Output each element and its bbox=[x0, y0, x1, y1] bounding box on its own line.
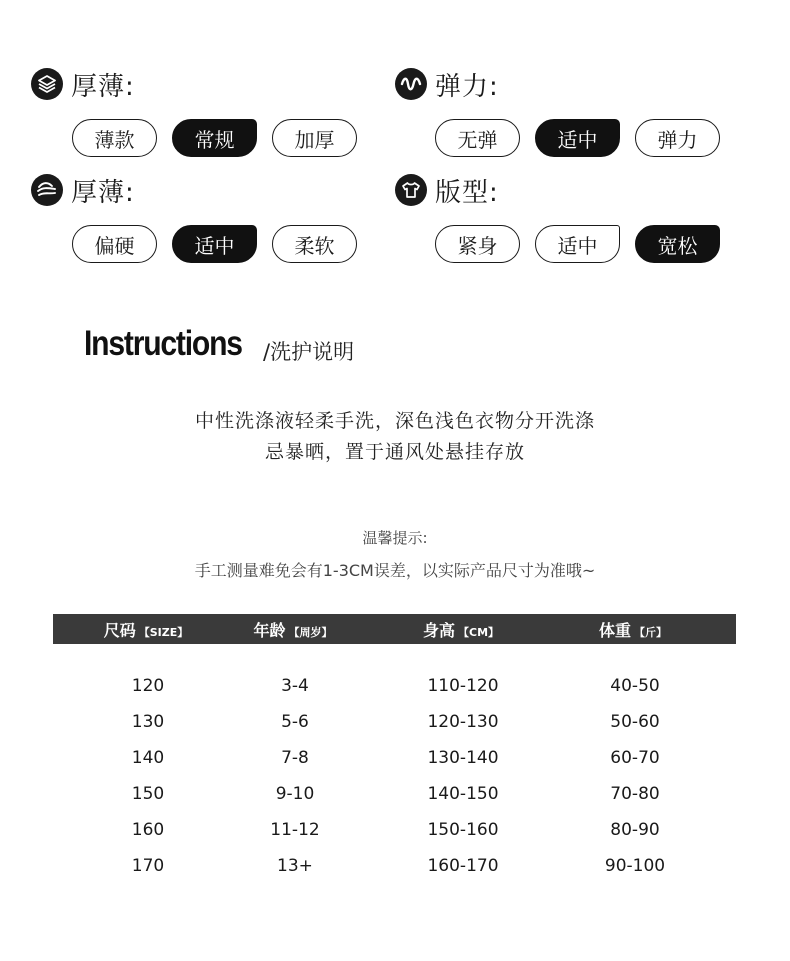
option-thin[interactable]: 薄款 bbox=[72, 119, 157, 157]
cell-age: 5-6 bbox=[281, 712, 309, 732]
cell-weight: 50-60 bbox=[610, 712, 660, 732]
attr-label: 弹力: bbox=[435, 71, 499, 102]
option-regular-selected[interactable]: 常规 bbox=[172, 119, 257, 157]
instructions-title: Instructions bbox=[84, 324, 242, 363]
attr-elasticity-title bbox=[395, 67, 499, 101]
header-unit: 【SIZE】 bbox=[138, 625, 189, 639]
cell-size: 120 bbox=[131, 676, 165, 696]
cell-height: 140-150 bbox=[427, 784, 499, 804]
table-row bbox=[0, 848, 790, 884]
header-unit: 【CM】 bbox=[457, 625, 500, 639]
header-label: 身高 bbox=[422, 620, 455, 640]
fit-options bbox=[435, 225, 720, 263]
option-thick[interactable]: 加厚 bbox=[272, 119, 357, 157]
cell-age: 9-10 bbox=[275, 784, 315, 804]
option-medium-selected[interactable]: 适中 bbox=[535, 119, 620, 157]
cell-size: 130 bbox=[131, 712, 165, 732]
thickness-options bbox=[72, 119, 357, 157]
option-stretch[interactable]: 弹力 bbox=[635, 119, 720, 157]
header-label: 尺码 bbox=[103, 620, 136, 640]
cell-size: 140 bbox=[131, 748, 165, 768]
cell-weight: 80-90 bbox=[610, 820, 660, 840]
cell-weight: 70-80 bbox=[610, 784, 660, 804]
cell-height: 160-170 bbox=[427, 856, 499, 876]
attr-thickness-title bbox=[31, 67, 135, 101]
care-line-2: 忌暴晒，置于通风处悬挂存放 bbox=[264, 441, 525, 463]
cell-age: 7-8 bbox=[281, 748, 309, 768]
cell-height: 110-120 bbox=[427, 676, 499, 696]
cell-weight: 60-70 bbox=[610, 748, 660, 768]
header-label: 体重 bbox=[598, 620, 632, 640]
attr-label: 厚薄: bbox=[71, 177, 135, 208]
tip-text: 手工测量难免会有1-3CM误差，以实际产品尺寸为准哦~ bbox=[194, 561, 596, 580]
cell-weight: 90-100 bbox=[604, 856, 666, 876]
header-label: 年龄 bbox=[253, 620, 286, 640]
option-loose-selected[interactable]: 宽松 bbox=[635, 225, 720, 263]
attr-label: 厚薄: bbox=[71, 71, 135, 102]
size-table-header bbox=[53, 614, 736, 644]
cell-age: 11-12 bbox=[270, 820, 320, 840]
cell-size: 160 bbox=[131, 820, 165, 840]
header-age bbox=[253, 618, 332, 641]
table-row bbox=[0, 812, 790, 848]
attr-softness-title bbox=[31, 173, 135, 207]
table-row bbox=[0, 740, 790, 776]
option-stiff[interactable]: 偏硬 bbox=[72, 225, 157, 263]
option-no-stretch[interactable]: 无弹 bbox=[435, 119, 520, 157]
table-row bbox=[0, 668, 790, 704]
cell-height: 120-130 bbox=[427, 712, 499, 732]
cell-height: 130-140 bbox=[427, 748, 499, 768]
header-weight bbox=[599, 618, 667, 641]
attr-fit-title bbox=[395, 173, 499, 207]
attr-label: 版型: bbox=[435, 177, 499, 208]
cell-size: 150 bbox=[131, 784, 165, 804]
tshirt-icon bbox=[395, 174, 427, 206]
tip-heading: 温馨提示: bbox=[362, 529, 428, 547]
cell-weight: 40-50 bbox=[610, 676, 660, 696]
stretch-wave-icon bbox=[395, 68, 427, 100]
option-slim[interactable]: 紧身 bbox=[435, 225, 520, 263]
header-unit: 【斤】 bbox=[634, 625, 668, 639]
layers-icon bbox=[31, 68, 63, 100]
fabric-wave-icon bbox=[31, 174, 63, 206]
care-line-1: 中性洗涤液轻柔手洗，深色浅色衣物分开洗涤 bbox=[194, 410, 595, 432]
option-medium[interactable]: 适中 bbox=[535, 225, 620, 263]
header-size bbox=[104, 618, 189, 641]
option-medium-selected[interactable]: 适中 bbox=[172, 225, 257, 263]
instructions-subtitle: /洗护说明 bbox=[263, 340, 355, 364]
table-row bbox=[0, 704, 790, 740]
option-soft[interactable]: 柔软 bbox=[272, 225, 357, 263]
cell-age: 13+ bbox=[277, 856, 313, 876]
elasticity-options bbox=[435, 119, 720, 157]
cell-height: 150-160 bbox=[427, 820, 499, 840]
cell-age: 3-4 bbox=[281, 676, 309, 696]
table-row bbox=[0, 776, 790, 812]
softness-options bbox=[72, 225, 357, 263]
cell-size: 170 bbox=[131, 856, 165, 876]
header-height bbox=[423, 618, 499, 641]
header-unit: 【周岁】 bbox=[288, 625, 333, 639]
